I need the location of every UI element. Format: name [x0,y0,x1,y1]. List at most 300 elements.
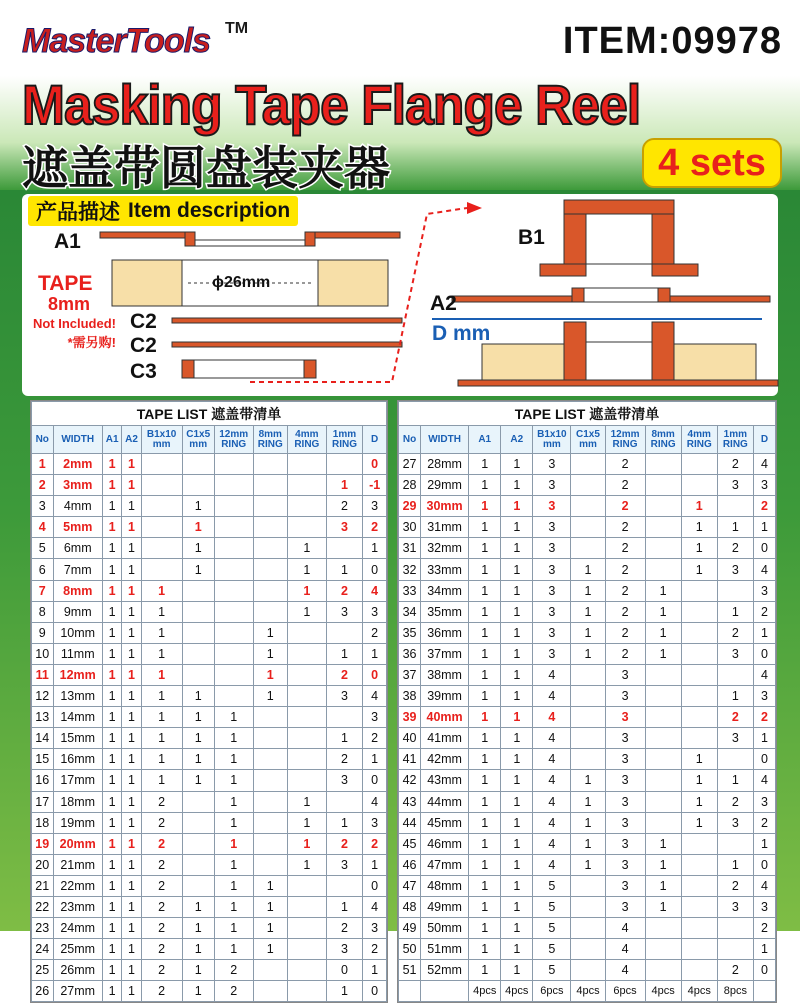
table-cell: 0 [363,454,387,475]
table-cell: 21 [32,875,54,896]
part-a1-drawing [100,232,400,246]
table-cell: 13 [32,707,54,728]
table-cell: 1 [102,981,121,1002]
table-cell [253,791,287,812]
table-cell: 1 [253,622,287,643]
table-cell: 5 [533,939,571,960]
table-cell [681,875,717,896]
table-cell: 1 [753,833,775,854]
table-cell: 3 [533,559,571,580]
table-cell: 0 [753,854,775,875]
table-cell: 1 [102,960,121,981]
table-cell: 2 [326,496,363,517]
table-cell: 1 [102,749,121,770]
table-cell: 5 [32,538,54,559]
table-cell: 2 [605,601,645,622]
table-cell: 50 [399,939,421,960]
table-cell: 1 [214,896,253,917]
table-cell [182,601,214,622]
title-english: Masking Tape Flange Reel [22,73,641,136]
table-cell [253,770,287,791]
table-row [399,896,776,917]
table-cell [182,622,214,643]
table-cell: 13mm [53,686,102,707]
table-cell: 2 [605,496,645,517]
table-cell: 41 [399,749,421,770]
table-cell: 1 [469,559,501,580]
table-cell: 39 [399,707,421,728]
table-cell: 3 [533,538,571,559]
table-cell: 0 [363,664,387,685]
table-cell: 2 [753,707,775,728]
table-cell: 1 [501,939,533,960]
table-cell: 4 [605,960,645,981]
table-cell: 1 [469,643,501,664]
table-cell: 1 [326,728,363,749]
table-cell: 3 [326,601,363,622]
table-row [399,517,776,538]
table-cell: 2 [326,833,363,854]
table-cell: 1 [645,601,681,622]
table-cell: 7mm [53,559,102,580]
table-cell [571,454,605,475]
table-row [32,918,387,939]
table-cell [681,960,717,981]
table-cell [287,875,326,896]
table-cell: 1 [214,875,253,896]
table-cell: 5mm [53,517,102,538]
table-cell: 1 [469,496,501,517]
table-cell [681,664,717,685]
table-cell: 1 [681,538,717,559]
table-cell: 1 [122,728,141,749]
table-cell: 1 [501,643,533,664]
table-cell: 2 [605,517,645,538]
table-cell: 3 [605,875,645,896]
table-cell: 1 [717,770,753,791]
table-cell [182,812,214,833]
table-cell: 1 [122,538,141,559]
table-row [399,559,776,580]
table-cell: 1 [469,707,501,728]
table-cell: 1 [571,559,605,580]
sets-badge: 4 sets [642,138,782,188]
table-cell: 3 [605,770,645,791]
table-cell: 2 [605,538,645,559]
table-cell: 1 [469,812,501,833]
table-row [399,643,776,664]
table-cell: 1 [571,833,605,854]
table-cell [214,643,253,664]
table-cell: 6 [32,559,54,580]
footer-cell: 4pcs [469,981,501,1002]
table-cell: 46mm [421,833,469,854]
table-cell: 1 [501,854,533,875]
table-cell [287,475,326,496]
table-cell [571,875,605,896]
table-row [32,686,387,707]
table-cell [214,538,253,559]
table-cell: 40 [399,728,421,749]
table-cell: 42 [399,770,421,791]
table-cell: 1 [141,664,182,685]
table-cell: 34mm [421,580,469,601]
table-cell: 36mm [421,622,469,643]
table-cell [287,622,326,643]
table-cell: 1 [122,770,141,791]
table-cell: 1 [253,643,287,664]
table-cell: 1 [469,686,501,707]
table-cell: 4mm [53,496,102,517]
table-cell: 28 [399,475,421,496]
table-cell: 4 [533,854,571,875]
table-cell: 1 [214,854,253,875]
table-cell: 1 [717,601,753,622]
table-cell: 1 [141,601,182,622]
table-cell [253,496,287,517]
table-cell: 1 [141,686,182,707]
table-cell: 2 [363,833,387,854]
table-row [399,707,776,728]
table-cell [141,475,182,496]
table-cell: 2 [141,960,182,981]
footer-cell: 4pcs [645,981,681,1002]
table-cell [287,496,326,517]
table-cell: 3 [605,896,645,917]
table-cell: 42mm [421,749,469,770]
table-cell: 1 [102,896,121,917]
table-cell: 0 [363,770,387,791]
table-cell: 1 [122,833,141,854]
table-cell: 36 [399,643,421,664]
brand-logo: MasterTools [22,22,211,60]
table-cell: 3 [605,686,645,707]
table-cell: 12 [32,686,54,707]
table-cell [645,664,681,685]
table-cell: 1 [102,939,121,960]
table-cell [571,896,605,917]
table-cell [214,517,253,538]
table-cell: 3 [363,918,387,939]
table-cell: 1 [102,643,121,664]
table-cell: 4 [753,875,775,896]
table-cell: 1 [363,749,387,770]
table-cell: 1 [681,791,717,812]
table-cell: 32mm [421,538,469,559]
table-cell: 1 [469,601,501,622]
table-cell: 1 [753,517,775,538]
table-cell: 1 [122,517,141,538]
label-b1: B1 [518,226,545,249]
table-cell [182,875,214,896]
table-cell [645,812,681,833]
table-row [399,728,776,749]
table-cell: 3 [326,939,363,960]
table-cell: 1 [122,981,141,1002]
table-cell [717,833,753,854]
table-cell [681,475,717,496]
table-cell: 2 [141,896,182,917]
table-cell [214,622,253,643]
table-cell [571,918,605,939]
table-cell: 4 [605,939,645,960]
footer-cell [399,981,421,1002]
table-cell [645,707,681,728]
table-cell: 1 [122,601,141,622]
header [0,0,800,194]
table-cell: 1 [717,686,753,707]
table-cell: 3 [605,854,645,875]
table-cell: 4 [363,896,387,917]
table-cell: 3 [363,707,387,728]
table-cell: 0 [753,643,775,664]
table-cell: 0 [753,749,775,770]
table-cell: 1 [501,664,533,685]
table-cell: 1 [182,686,214,707]
table-cell: 0 [753,538,775,559]
table-cell: 17 [32,791,54,812]
table-cell: 48 [399,896,421,917]
table-cell [681,728,717,749]
table-cell: 26mm [53,960,102,981]
table-cell [253,854,287,875]
table-cell: 37 [399,664,421,685]
table-cell: 47mm [421,854,469,875]
table-cell [326,454,363,475]
table-cell: 37mm [421,643,469,664]
table-cell [287,454,326,475]
table-cell: 50mm [421,918,469,939]
table-cell: 1 [571,580,605,601]
table-cell: 3 [717,643,753,664]
table-cell: 34 [399,601,421,622]
table-cell [253,580,287,601]
table-cell: 3 [717,728,753,749]
table-cell: 1 [326,475,363,496]
table-cell: 1 [645,875,681,896]
table-cell: 8 [32,601,54,622]
table-cell: 12mm [53,664,102,685]
table-cell: 2 [363,728,387,749]
table-cell [571,475,605,496]
table-cell [645,791,681,812]
table-cell: 1 [287,833,326,854]
column-header-left: A2 [122,426,141,454]
table-cell [326,875,363,896]
table-cell: 1 [214,749,253,770]
column-header-left: B1x10 mm [141,426,182,454]
table-cell: 1 [501,517,533,538]
table-cell: 3 [605,833,645,854]
table-cell: 33 [399,580,421,601]
table-cell: 1 [122,475,141,496]
table-cell: 3 [326,854,363,875]
table-cell: 1 [645,833,681,854]
table-cell: 1 [287,538,326,559]
part-b1-drawing [540,200,698,276]
table-cell: 1 [363,643,387,664]
table-cell: 4 [753,770,775,791]
table-cell: 1 [287,559,326,580]
item-number: ITEM:09978 [562,20,782,62]
table-cell [571,538,605,559]
table-row [32,475,387,496]
table-cell: 1 [501,896,533,917]
table-cell: 18mm [53,791,102,812]
table-cell [645,538,681,559]
table-cell: 46 [399,854,421,875]
table-cell: 3 [533,601,571,622]
table-row [399,770,776,791]
table-cell: 35mm [421,601,469,622]
column-header-right: 4mm RING [681,426,717,454]
table-cell: 2 [717,707,753,728]
desc-english: Item description [128,199,291,222]
table-cell [253,707,287,728]
table-cell [253,833,287,854]
table-cell: 30mm [421,496,469,517]
table-cell: 3 [32,496,54,517]
table-cell [571,664,605,685]
table-cell: 3 [363,812,387,833]
table-cell: 3 [753,475,775,496]
column-header-left: 4mm RING [287,426,326,454]
table-row [399,454,776,475]
table-cell: 1 [469,875,501,896]
table-cell: 1 [501,622,533,643]
table-cell [287,749,326,770]
table-cell: 14mm [53,707,102,728]
table-cell: 1 [102,686,121,707]
table-cell: 1 [214,791,253,812]
table-cell [681,686,717,707]
table-cell: 1 [182,981,214,1002]
table-cell [571,749,605,770]
table-cell: 1 [182,770,214,791]
table-cell: 1 [469,960,501,981]
table-row [32,454,387,475]
table-cell: 1 [326,812,363,833]
note-not-included: Not Included! [32,316,116,331]
column-header-right: A1 [469,426,501,454]
table-cell: 1 [214,939,253,960]
table-cell: 3 [753,896,775,917]
table-cell [681,896,717,917]
table-cell: 1 [253,686,287,707]
table-row [399,496,776,517]
table-cell: 3 [326,517,363,538]
table-cell: 1 [122,664,141,685]
table-cell: 1 [363,854,387,875]
table-cell: 27 [399,454,421,475]
table-cell: 1 [102,664,121,685]
table-cell: 1 [469,749,501,770]
table-cell: 3 [533,496,571,517]
table-cell: 1 [122,791,141,812]
label-c2-bottom: C2 [130,334,157,357]
table-cell: 0 [363,559,387,580]
table-cell: 4 [533,707,571,728]
table-cell: 1 [469,833,501,854]
table-row [32,854,387,875]
table-cell: 1 [182,896,214,917]
table-cell: 5 [533,918,571,939]
table-cell: 1 [102,791,121,812]
table-cell: 45mm [421,812,469,833]
table-row [32,601,387,622]
table-cell: 2 [326,918,363,939]
table-cell: 1 [102,707,121,728]
table-cell: 3 [753,580,775,601]
table-cell: 44mm [421,791,469,812]
table-cell [717,749,753,770]
table-cell [182,643,214,664]
table-cell [253,601,287,622]
table-cell: 4 [32,517,54,538]
table-cell: 0 [363,981,387,1002]
table-cell [326,707,363,728]
table-cell: 1 [469,896,501,917]
table-cell: 3 [605,791,645,812]
table-cell: 4 [753,664,775,685]
table-cell: 52mm [421,960,469,981]
table-cell [287,728,326,749]
label-tape: TAPE [38,272,93,295]
table-cell: 3 [326,770,363,791]
table-cell: 1 [122,918,141,939]
table-row [32,517,387,538]
table-cell: 2 [605,580,645,601]
table-cell: 1 [287,812,326,833]
table-cell: 1 [122,854,141,875]
table-cell: 30 [399,517,421,538]
table-cell [326,791,363,812]
table-cell [287,664,326,685]
table-row [32,833,387,854]
table-cell [287,686,326,707]
table-row [32,981,387,1002]
table-cell [141,454,182,475]
table-cell [645,496,681,517]
table-cell [182,475,214,496]
table-cell: 3 [533,454,571,475]
table-cell: 1 [102,496,121,517]
table-cell: 2 [326,664,363,685]
table-cell: 1 [122,496,141,517]
table-cell: 1 [122,875,141,896]
table-cell: 38mm [421,664,469,685]
table-cell: 39mm [421,686,469,707]
table-cell: 3 [363,496,387,517]
table-cell: 1 [469,622,501,643]
table-cell: 1 [182,538,214,559]
table-cell: 43 [399,791,421,812]
table-cell: 1 [122,707,141,728]
table-cell: 1 [501,875,533,896]
note-buy-separately: *需另购! [67,335,116,350]
table-cell: 2 [753,601,775,622]
table-cell: 29mm [421,475,469,496]
table-cell [253,559,287,580]
table-cell: 3 [717,475,753,496]
table-cell: 2 [141,981,182,1002]
table-cell: 1 [326,559,363,580]
table-cell: 2 [141,812,182,833]
table-row [399,538,776,559]
table-cell: 4 [753,559,775,580]
table-cell: 1 [363,538,387,559]
table-cell: 3mm [53,475,102,496]
